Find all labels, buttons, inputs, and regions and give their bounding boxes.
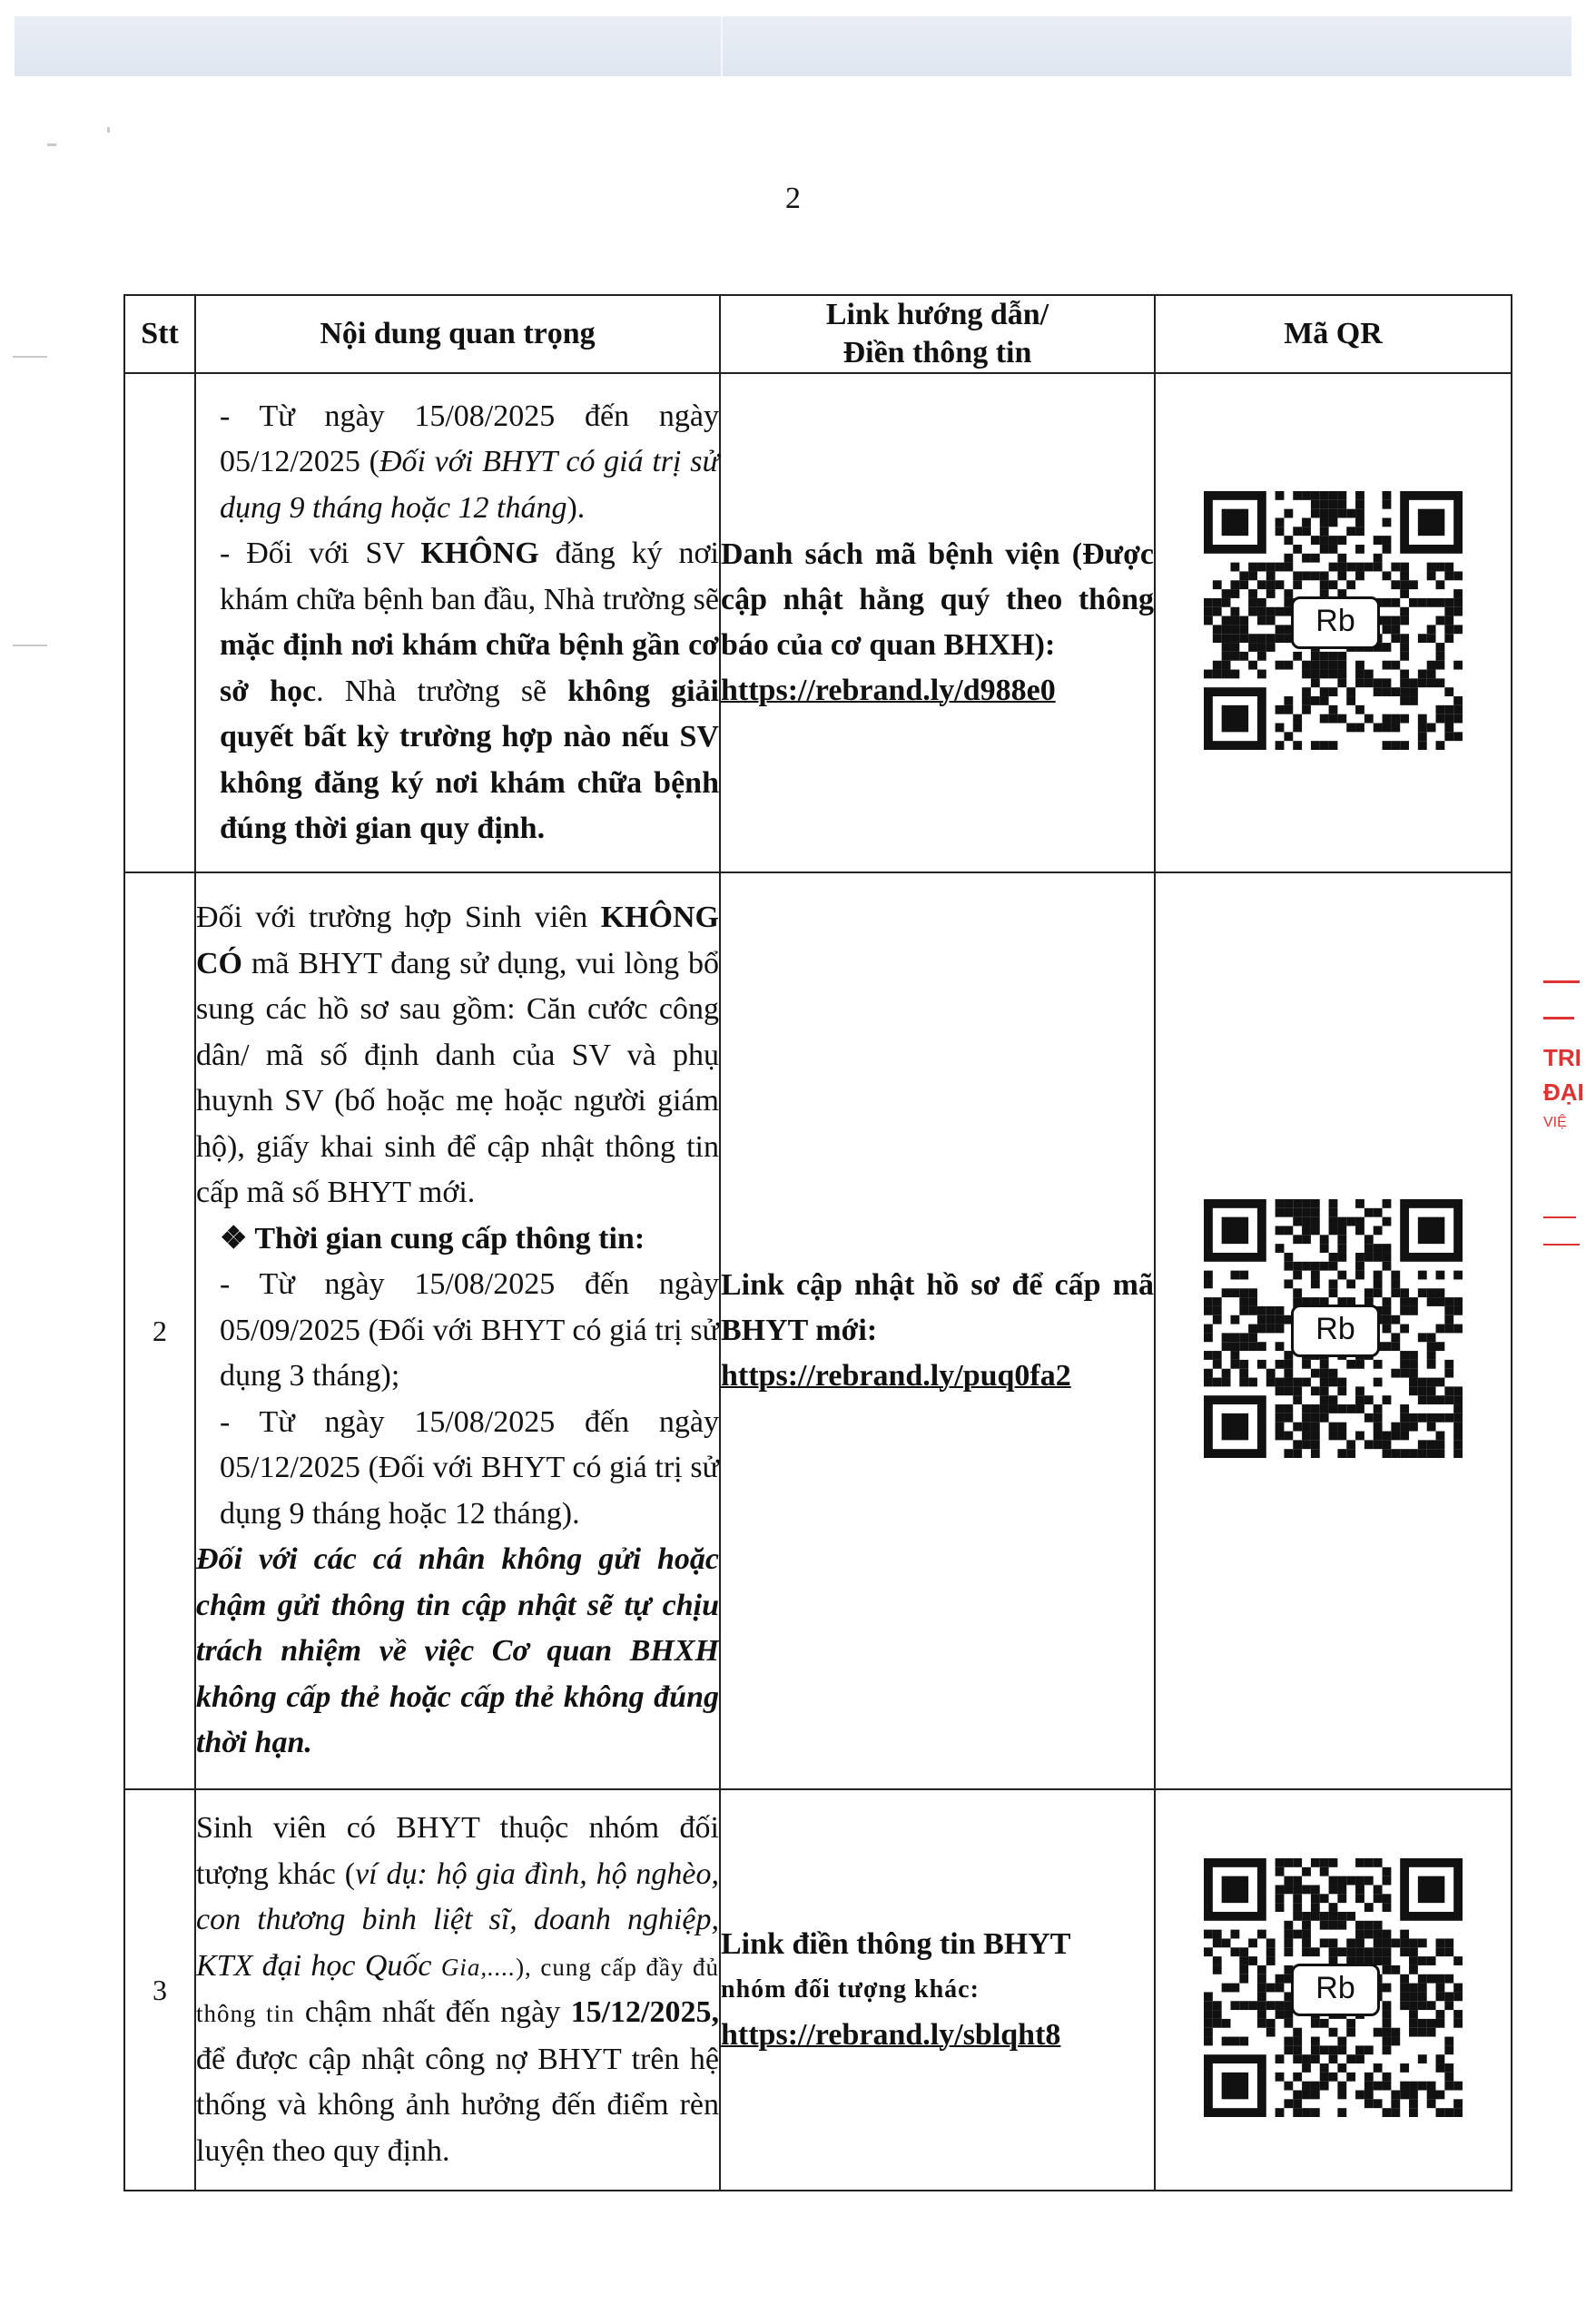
row3-qr-cell (1155, 1789, 1512, 2191)
qr-code[interactable] (1204, 1199, 1463, 1458)
row2-stt: 2 (124, 872, 195, 1789)
row1-content (195, 373, 720, 872)
row3-link-text-a: Link điền thông tin BHYT (721, 1927, 1071, 1961)
header-content: Nội dung quan trọng (195, 295, 720, 373)
stamp-line3: VIỆ (1543, 1115, 1567, 1130)
row2-deadline-1: - Từ ngày 15/08/2025 đến ngày 05/09/2025 (Đối với BHYT có giá trị sử dụng 3 tháng); (220, 1267, 719, 1393)
info-table (123, 294, 1512, 2191)
header-stt: Stt (124, 295, 195, 373)
row3-stt: 3 (124, 1789, 195, 2191)
row3-text: Sinh viên có BHYT thuộc nhóm đối tượng khác (ví dụ: hộ gia đình, hộ nghèo, con thương binh liệt sĩ, doanh nghiệp, KTX đại học Quốc Gia,....), cung cấp đầy đủ thông tin chậm nhất đến ngày 15/12/2025, để được cập nhật công nợ BHYT trên hệ thống và không ảnh hưởng đến điểm rèn luyện theo quy định. (196, 1811, 720, 2168)
row2-intro: Đối với trường hợp Sinh viên KHÔNG CÓ mã BHYT đang sử dụng, vui lòng bổ sung các hồ sơ sau gồm: Căn cước công dân/ mã số định danh của SV và phụ huynh SV (bố hoặc mẹ hoặc người giám hộ), giấy khai sinh để cập nhật thông tin cấp mã số BHYT mới. (196, 901, 719, 1210)
qr-logo: Rb (1291, 1964, 1380, 2016)
qr-logo: Rb (1291, 1305, 1380, 1357)
header-qr: Mã QR (1155, 295, 1512, 373)
page-number: 2 (785, 182, 801, 215)
qr-code[interactable] (1204, 1858, 1463, 2117)
row1-deadline: - Từ ngày 15/08/2025 đến ngày 05/12/2025 (Đối với BHYT có giá trị sử dụng 9 tháng hoặc 12 tháng). (220, 399, 719, 525)
header-link-line2: Điền thông tin (842, 336, 1032, 369)
row3-content (195, 1789, 720, 2191)
stamp-line1: TRI (1543, 1044, 1581, 1071)
qr-logo: Rb (1291, 596, 1380, 649)
row1-qr-cell (1155, 373, 1512, 872)
stamp-line2: ĐẠI (1543, 1078, 1584, 1106)
row1-stt (124, 373, 195, 872)
qr-code[interactable] (1204, 491, 1463, 750)
row1-link-url[interactable]: https://rebrand.ly/d988e0 (721, 674, 1056, 707)
row3-link-url[interactable]: https://rebrand.ly/sblqht8 (721, 2018, 1061, 2052)
row2-deadline-2: - Từ ngày 15/08/2025 đến ngày 05/12/2025 (Đối với BHYT có giá trị sử dụng 9 tháng hoặc 12 tháng). (220, 1404, 719, 1531)
row3-link-cell (720, 1789, 1155, 2191)
row2-heading: ❖ Thời gian cung cấp thông tin: (220, 1221, 645, 1256)
header-link-line1: Link hướng dẫn/ (825, 298, 1049, 331)
table-header-row (124, 295, 1512, 373)
row2-link-cell (720, 872, 1155, 1789)
row1-link-text: Danh sách mã bệnh viện (Được cập nhật hằng quý theo thông báo của cơ quan BHXH): (721, 537, 1154, 662)
row2-qr-cell (1155, 872, 1512, 1789)
row2-content (195, 872, 720, 1789)
row2-warning: Đối với các cá nhân không gửi hoặc chậm gửi thông tin cập nhật sẽ tự chịu trách nhiệm về việc Cơ quan BHXH không cấp thẻ hoặc cấp thẻ không đúng thời hạn. (196, 1542, 719, 1760)
scan-speck (107, 127, 110, 133)
table-row (124, 373, 1512, 872)
table-row (124, 1789, 1512, 2191)
row1-link-cell (720, 373, 1155, 872)
scan-top-band (15, 16, 1571, 76)
diamond-bullet-icon: ❖ (220, 1221, 248, 1256)
scan-edge-line (13, 645, 47, 646)
row2-link-text: Link cập nhật hồ sơ để cấp mã BHYT mới: (721, 1268, 1154, 1347)
red-stamp-edge (1543, 980, 1586, 1289)
header-link (720, 295, 1155, 373)
row1-default-note: - Đối với SV KHÔNG đăng ký nơi khám chữa bệnh ban đầu, Nhà trường sẽ mặc định nơi khám chữa bệnh gần cơ sở học. Nhà trường sẽ không giải quyết bất kỳ trường hợp nào nếu SV không đăng ký nơi khám chữa bệnh đúng thời gian quy định. (220, 537, 719, 845)
scan-speck (47, 143, 56, 146)
row3-link-text-b: nhóm đối tượng khác: (721, 1975, 980, 2004)
row2-link-url[interactable]: https://rebrand.ly/puq0fa2 (721, 1359, 1071, 1393)
scan-edge-line (13, 356, 47, 358)
table-row (124, 872, 1512, 1789)
